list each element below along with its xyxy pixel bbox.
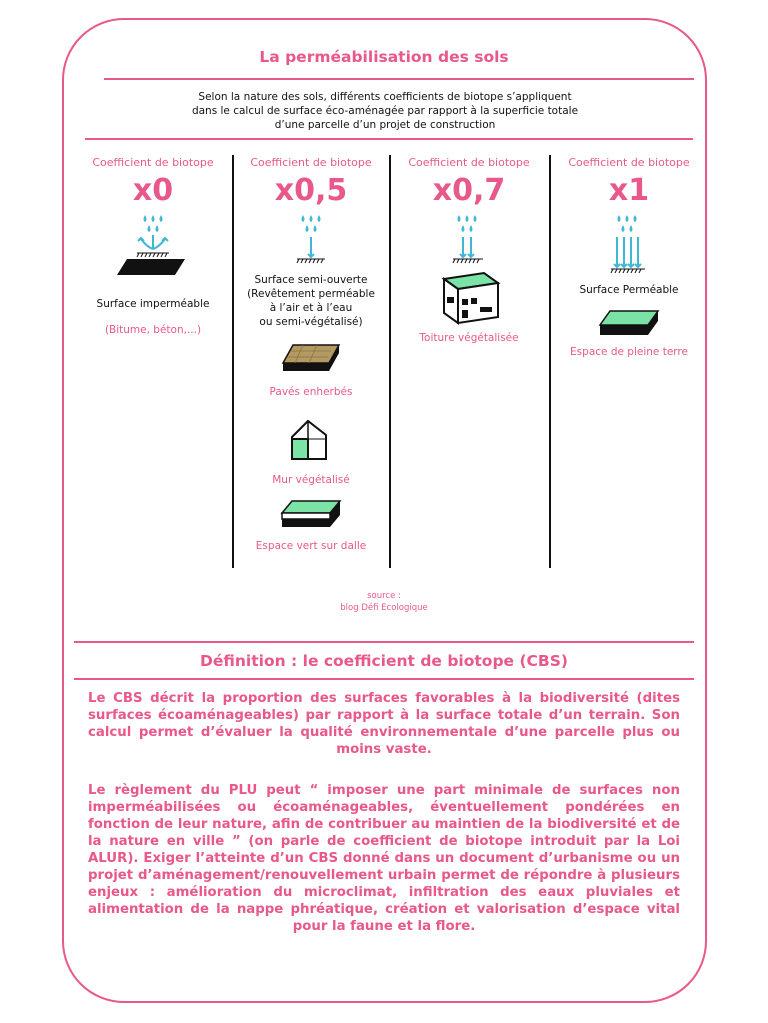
column-coef-1: [554, 150, 704, 568]
column-coef-07: [392, 150, 546, 568]
page-title: La perméabilisation des sols: [259, 48, 509, 66]
surface-label: Surface imperméable: [96, 298, 210, 310]
source-label: source :: [367, 591, 401, 601]
coef-label: Coefficient de biotope: [408, 156, 530, 169]
coef-value: x0,7: [432, 173, 506, 208]
definition-title: Définition : le coefficient de biotope (CBS): [200, 652, 568, 670]
column-coef-05: [236, 150, 386, 568]
example-label: Toiture végétalisée: [419, 332, 519, 344]
full-infiltration-icon: [554, 213, 704, 277]
green-roof-slab-icon: [236, 499, 386, 533]
coef-label: Coefficient de biotope: [92, 156, 214, 169]
column-divider: [549, 155, 551, 568]
coef-label: Coefficient de biotope: [568, 156, 690, 169]
surface-line: à l’air et à l’eau: [269, 302, 353, 314]
green-roof-building-icon: [392, 269, 546, 327]
intro-divider: [85, 138, 693, 140]
example-label: Espace vert sur dalle: [255, 540, 367, 552]
source-credit: [0, 590, 768, 614]
column-divider: [389, 155, 391, 568]
impermeable-slab-icon: [78, 257, 228, 279]
definition-bottom-divider: [74, 678, 694, 680]
surface-label: Surface Perméable: [579, 284, 679, 296]
definition-paragraph-2: Le règlement du PLU peut “ imposer une part minimale de surfaces non imperméabilisées ou écoaménageables, éventuellement pondérées en fonction de leur nature, afin de contribuer au maintien de la biodiversité et de la nature en ville ” (on parle de coefficient de biotope introduit par la Loi ALUR). Exiger l’atteinte d’un CBS donné dans un document d’urbanisme ou un projet d’aménagement/renouvellement urbain permet de répondre à plusieurs enjeux : amélioration du microclimat, infiltration des eaux pluviales et alimentation de la nappe phréatique, création et valorisation d’espace vital pour la faune et la flore.: [88, 783, 680, 934]
coef-label: Coefficient de biotope: [250, 156, 372, 169]
source-name: blog Défi Ecologique: [340, 603, 428, 613]
partial-infiltration-icon: [236, 213, 386, 267]
water-runoff-icon: [78, 213, 228, 261]
surface-line: ou semi-végétalisé): [259, 316, 363, 328]
open-ground-icon: [554, 309, 704, 339]
coef-value: x0: [132, 173, 174, 208]
intro-line: Selon la nature des sols, différents coefficients de biotope s’appliquent: [198, 91, 572, 103]
definition-paragraph-1: Le CBS décrit la proportion des surfaces favorables à la biodiversité (dites surfaces écoaménageables) par rapport à la surface totale d’un terrain. Son calcul permet d’évaluer la qualité environnementale d’une parcelle plus ou moins vaste.: [88, 691, 680, 757]
surface-line: Surface semi-ouverte: [254, 274, 368, 286]
coef-value: x0,5: [274, 173, 348, 208]
example-label: Mur végétalisé: [272, 474, 350, 486]
surface-line: (Revêtement perméable: [247, 288, 375, 300]
intro-line: d’une parcelle d’un projet de construction: [274, 119, 496, 131]
column-coef-0: [78, 150, 228, 568]
definition-top-divider: [74, 641, 694, 643]
mostly-infiltration-icon: [392, 213, 546, 267]
example-label: (Bitume, béton,...): [104, 324, 202, 336]
green-wall-icon: [236, 417, 386, 463]
grass-paving-icon: [236, 343, 386, 377]
title-divider: [104, 78, 694, 80]
surface-label: [236, 273, 386, 329]
coef-value: x1: [608, 173, 650, 208]
example-label: Pavés enherbés: [269, 386, 353, 398]
intro-line: dans le calcul de surface éco-aménagée par rapport à la superficie totale: [191, 105, 579, 117]
example-label: Espace de pleine terre: [570, 346, 688, 358]
column-divider: [232, 155, 234, 568]
intro-text: [150, 90, 620, 132]
